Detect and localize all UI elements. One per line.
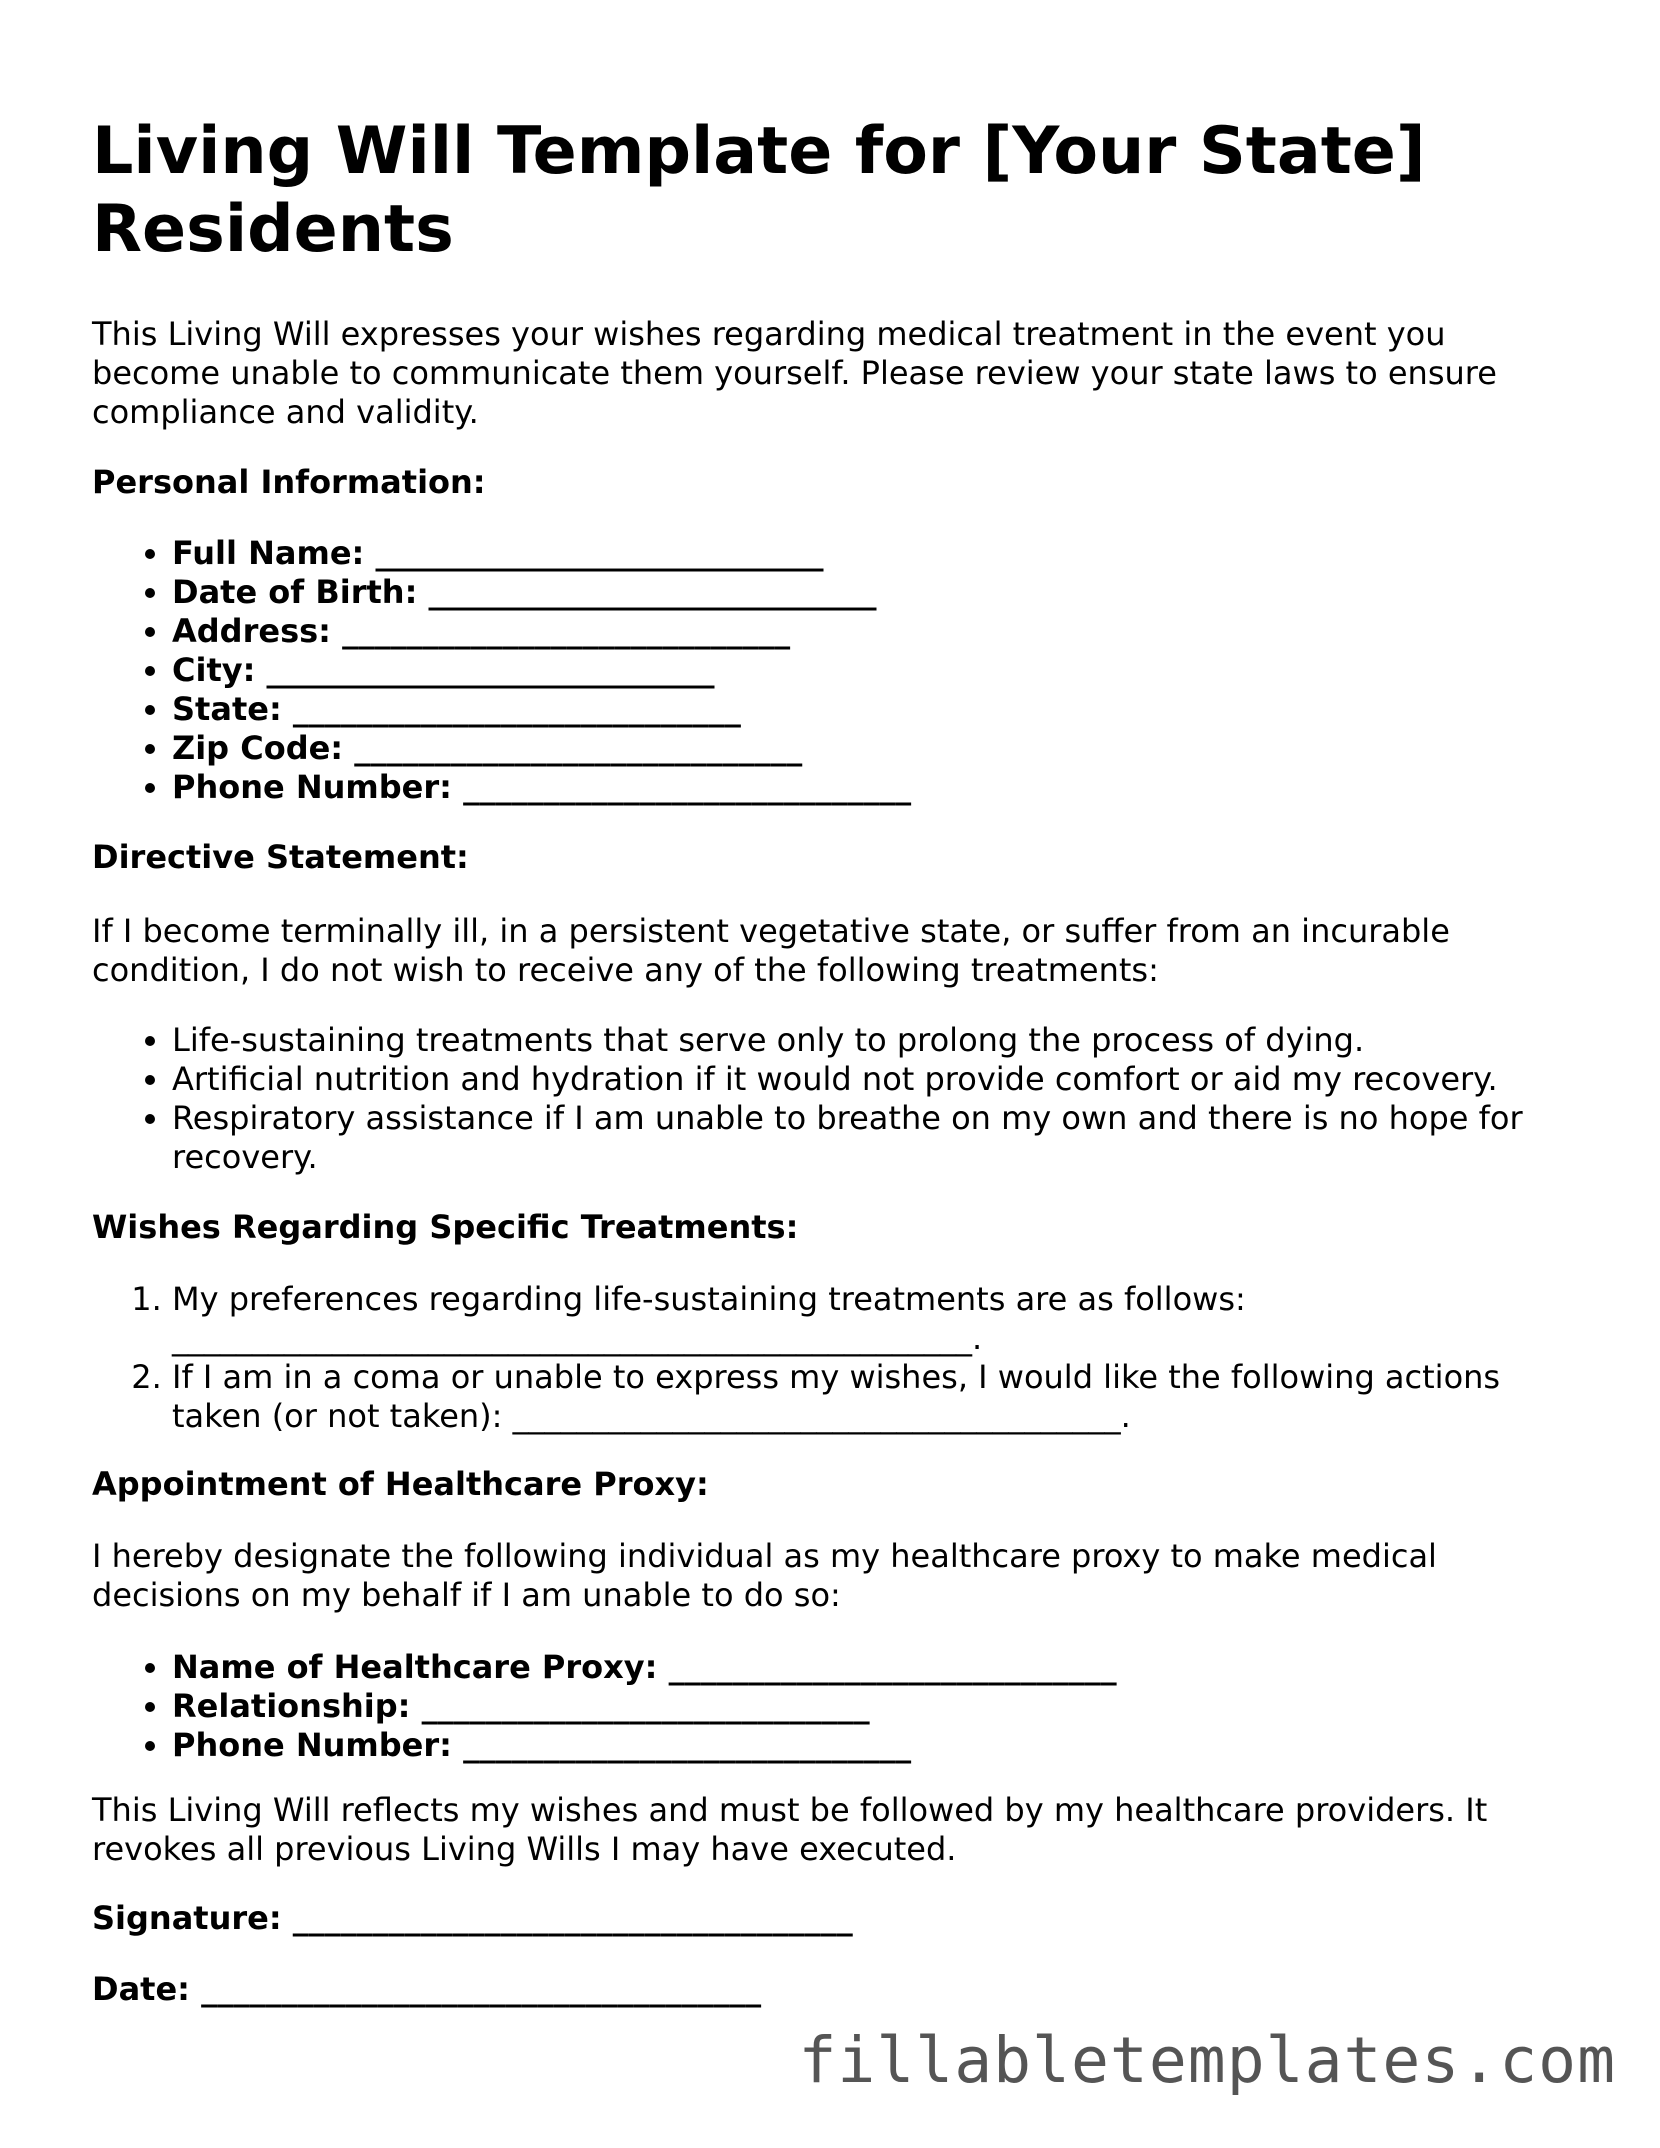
signature-field[interactable]: Signature: ___________________________________: [92, 1899, 853, 1937]
life-sustaining-preference-field[interactable]: 1. My preferences regarding life-sustaining treatments are as follows: __________________________________________________.: [172, 1280, 1572, 1358]
list-item: • Respiratory assistance if I am unable to breathe on my own and there is no hope for recovery.: [172, 1099, 1572, 1177]
healthcare-proxy-heading: Appointment of Healthcare Proxy:: [92, 1465, 709, 1503]
watermark-logo: fillabletemplates.com: [798, 2024, 1616, 2097]
list-item: • Artificial nutrition and hydration if it would not provide comfort or aid my recovery.: [172, 1060, 1572, 1099]
proxy-name-field[interactable]: • Name of Healthcare Proxy: ____________________________: [172, 1648, 1572, 1687]
intro-paragraph: This Living Will expresses your wishes regarding medical treatment in the event you become unable to communicate them yourself. Please review your state laws to ensure compliance and validity.: [92, 315, 1497, 431]
address-field[interactable]: • Address: ____________________________: [172, 612, 1572, 651]
state-field[interactable]: • State: ____________________________: [172, 690, 1572, 729]
date-field[interactable]: Date: ___________________________________: [92, 1970, 762, 2008]
directive-statement-paragraph: If I become terminally ill, in a persistent vegetative state, or suffer from an incurable condition, I do not wish to receive any of the following treatments:: [92, 912, 1450, 989]
date-of-birth-field[interactable]: • Date of Birth: ____________________________: [172, 573, 1572, 612]
healthcare-proxy-list: [92, 1648, 1572, 1765]
personal-information-heading: Personal Information:: [92, 463, 486, 501]
phone-number-field[interactable]: • Phone Number: ____________________________: [172, 768, 1572, 807]
directive-statement-heading: Directive Statement:: [92, 838, 469, 876]
city-field[interactable]: • City: ____________________________: [172, 651, 1572, 690]
zip-code-field[interactable]: • Zip Code: ____________________________: [172, 729, 1572, 768]
closing-paragraph: This Living Will reflects my wishes and must be followed by my healthcare providers. It revokes all previous Living Wills I may have executed.: [92, 1791, 1488, 1868]
list-item: • Life-sustaining treatments that serve only to prolong the process of dying.: [172, 1021, 1572, 1060]
wishes-list: [92, 1280, 1572, 1436]
coma-wishes-field[interactable]: 2. If I am in a coma or unable to express my wishes, I would like the following actions taken (or not taken): ______________________________________.: [172, 1358, 1572, 1436]
full-name-field[interactable]: • Full Name: ____________________________: [172, 534, 1572, 573]
page-title: Living Will Template for [Your State] Residents: [92, 114, 1426, 267]
proxy-phone-field[interactable]: • Phone Number: ____________________________: [172, 1726, 1572, 1765]
directive-treatment-list: [92, 1021, 1572, 1177]
healthcare-proxy-paragraph: I hereby designate the following individual as my healthcare proxy to make medical decisions on my behalf if I am unable to do so:: [92, 1537, 1437, 1614]
proxy-relationship-field[interactable]: • Relationship: ____________________________: [172, 1687, 1572, 1726]
wishes-heading: Wishes Regarding Specific Treatments:: [92, 1208, 799, 1246]
personal-information-list: [92, 534, 1572, 807]
